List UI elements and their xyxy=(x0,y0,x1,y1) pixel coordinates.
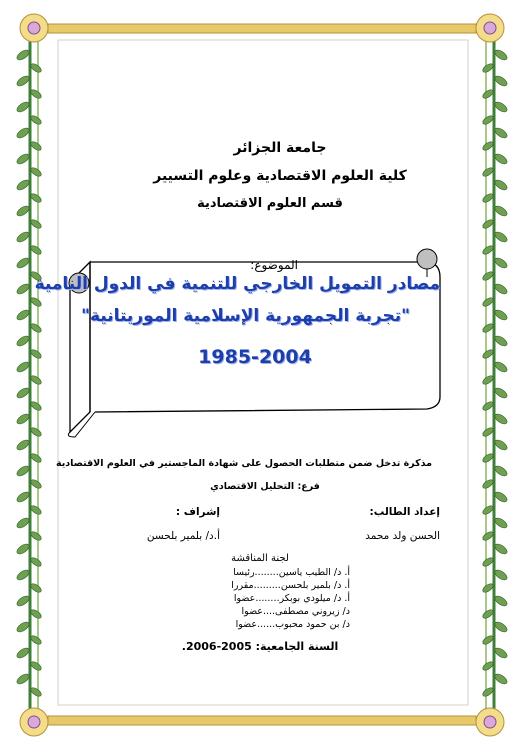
subject-label: الموضوع: xyxy=(250,258,298,272)
leaf-ornament xyxy=(15,178,30,192)
leaf-ornament xyxy=(493,152,508,166)
leaf-ornament xyxy=(15,542,30,556)
leaf-ornament xyxy=(493,646,508,660)
university-name: جامعة الجزائر xyxy=(233,140,327,156)
leaf-ornament xyxy=(15,672,30,686)
leaf-ornament xyxy=(493,100,508,114)
committee-member: أ. د/ بلمير بلحسن.........مقررا xyxy=(231,580,350,591)
leaf-ornament xyxy=(15,568,30,582)
leaf-ornament xyxy=(15,308,30,322)
leaf-ornament xyxy=(15,490,30,504)
leaf-ornament xyxy=(15,646,30,660)
leaf-ornament xyxy=(15,152,30,166)
committee-list xyxy=(170,567,350,632)
branch-label: فرع: التحليل الاقتصادي xyxy=(210,481,320,492)
leaf-ornament xyxy=(493,672,508,686)
committee-member: د/ بن حمود محبوب......عضوا xyxy=(235,619,350,630)
leaf-ornament xyxy=(15,48,30,62)
prepared-by-label: إعداد الطالب: xyxy=(369,506,440,518)
leaf-ornament xyxy=(493,204,508,218)
leaf-ornament xyxy=(493,308,508,322)
leaf-ornament xyxy=(493,178,508,192)
committee-title: لجنة المناقشة xyxy=(231,553,289,564)
committee-member: أ. د/ ميلودي بوبكر........عضوا xyxy=(233,593,350,604)
leaf-ornament xyxy=(15,360,30,374)
supervision-label: إشراف : xyxy=(175,506,220,518)
thesis-note: مذكرة تدخل ضمن متطلبات الحصول على شهادة الماجستير في العلوم الاقتصادية xyxy=(55,458,432,469)
leaf-ornament xyxy=(15,594,30,608)
leaf-ornament xyxy=(15,334,30,348)
thesis-title-line1: مصادر التمويل الخارجي للتنمية في الدول النامية xyxy=(34,274,440,294)
leaf-ornament xyxy=(493,360,508,374)
leaf-ornament xyxy=(493,594,508,608)
leaf-ornament xyxy=(493,282,508,296)
leaf-ornament xyxy=(493,490,508,504)
leaf-ornament xyxy=(15,386,30,400)
committee-member: أ. د/ الطيب ياسين........رئيسا xyxy=(233,567,350,578)
leaf-ornament xyxy=(493,412,508,426)
leaf-ornament xyxy=(15,74,30,88)
leaf-ornament xyxy=(493,74,508,88)
leaf-ornament xyxy=(493,516,508,530)
supervisor-name: أ.د/ بلمير بلحسن xyxy=(146,530,220,542)
leaf-ornament xyxy=(15,100,30,114)
leaf-ornament xyxy=(15,204,30,218)
faculty-name: كلية العلوم الاقتصادية وعلوم التسيير xyxy=(153,168,407,184)
leaf-ornament xyxy=(493,464,508,478)
leaf-ornament xyxy=(15,464,30,478)
leaf-ornament xyxy=(15,516,30,530)
leaf-ornament xyxy=(493,620,508,634)
leaf-ornament xyxy=(493,256,508,270)
student-name: الحسن ولد محمد xyxy=(365,530,440,542)
leaf-ornament xyxy=(493,568,508,582)
leaf-ornament xyxy=(493,386,508,400)
committee-member: د/ زيروني مصطفى....عضوا xyxy=(241,606,350,617)
thesis-title-line2: "تجربة الجمهورية الإسلامية الموريتانية" xyxy=(81,306,410,326)
thesis-title-years: 1985-2004 xyxy=(198,346,312,368)
leaf-ornament xyxy=(493,230,508,244)
leaf-ornament xyxy=(493,438,508,452)
leaf-ornament xyxy=(15,256,30,270)
leaf-ornament xyxy=(15,438,30,452)
leaf-ornament xyxy=(493,334,508,348)
leaf-ornament xyxy=(15,230,30,244)
leaf-ornament xyxy=(15,282,30,296)
department-name: قسم العلوم الاقتصادية xyxy=(197,196,343,211)
leaf-ornament xyxy=(15,126,30,140)
leaf-ornament xyxy=(15,620,30,634)
leaf-ornament xyxy=(493,126,508,140)
academic-year: السنة الجامعية: 2005-2006. xyxy=(181,640,339,653)
leaf-ornament xyxy=(493,542,508,556)
leaf-ornament xyxy=(15,412,30,426)
leaf-ornament xyxy=(493,48,508,62)
